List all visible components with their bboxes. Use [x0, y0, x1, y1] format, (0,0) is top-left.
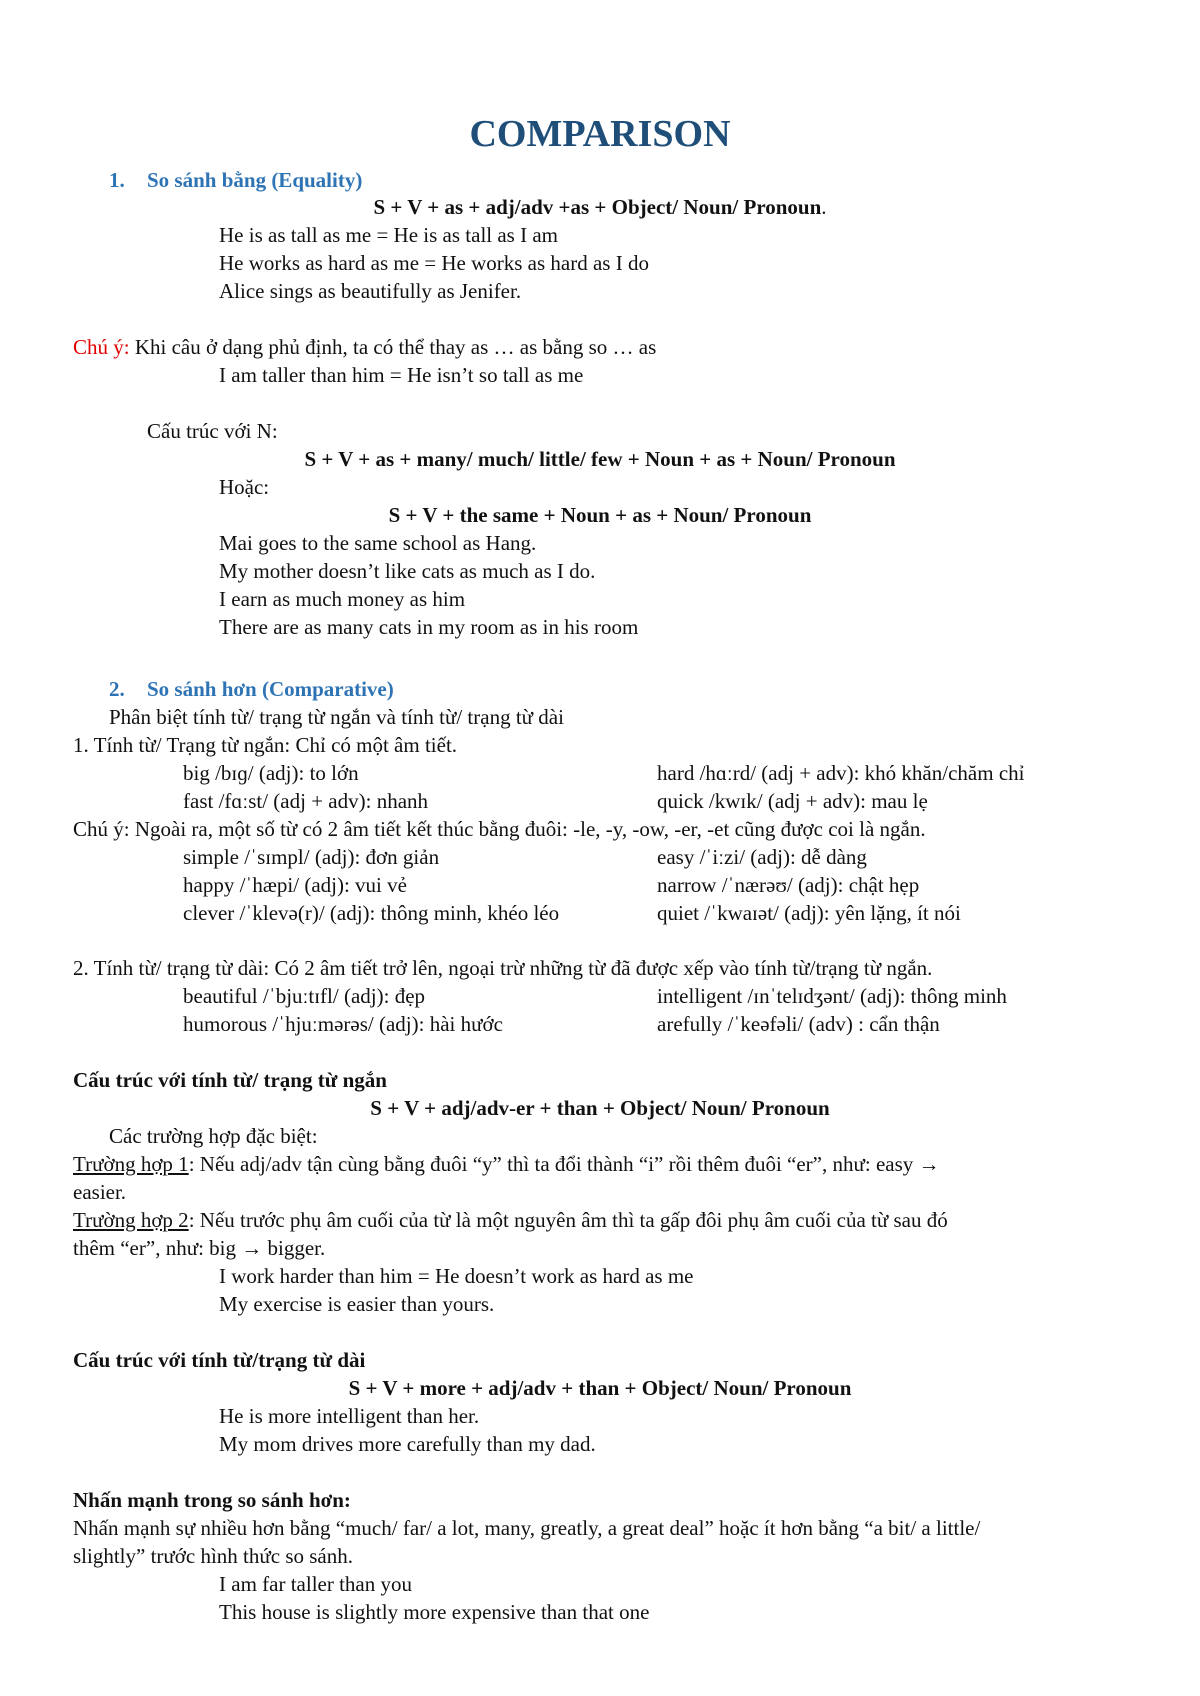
equality-example-2: He works as hard as me = He works as hard as I do [219, 251, 649, 275]
short-word-big: big /bɪɡ/ (adj): to lớn [183, 761, 359, 785]
or-label: Hoặc: [219, 475, 270, 499]
short-structure-title: Cấu trúc với tính từ/ trạng từ ngắn [73, 1068, 387, 1092]
equality-formula: S + V + as + adj/adv +as + Object/ Noun/ Pronoun. [373, 195, 827, 219]
short-example-2: My exercise is easier than yours. [219, 1292, 495, 1316]
special-case-1: Trường hợp 1: Nếu adj/adv tận cùng bằng đuôi “y” thì ta đổi thành “i” rồi thêm đuôi “er”, như: easy → [73, 1152, 940, 1176]
noun-formula: S + V + as + many/ much/ little/ few + Noun + as + Noun/ Pronoun [304, 447, 896, 471]
long-word-beautiful: beautiful /ˈbjuːtɪfl/ (adj): đẹp [183, 984, 426, 1008]
two-syll-clever: clever /ˈklevə(r)/ (adj): thông minh, khéo léo [183, 901, 560, 925]
noun-example-2: My mother doesn’t like cats as much as I do. [219, 559, 596, 583]
two-syll-simple: simple /ˈsɪmpl/ (adj): đơn giản [183, 845, 440, 869]
long-word-intelligent: intelligent /ɪnˈtelɪdʒənt/ (adj): thông minh [657, 984, 1007, 1008]
two-syll-narrow: narrow /ˈnærəʊ/ (adj): chật hẹp [657, 873, 920, 897]
section2-intro: Phân biệt tính từ/ trạng từ ngắn và tính từ/ trạng từ dài [109, 705, 564, 729]
long-word-carefully: arefully /ˈkeəfəli/ (adv) : cẩn thận [657, 1012, 940, 1036]
noun-example-1: Mai goes to the same school as Hang. [219, 531, 537, 555]
short-adj-title: 1. Tính từ/ Trạng từ ngắn: Chỉ có một âm tiết. [73, 733, 458, 757]
emphasis-example-2: This house is slightly more expensive than that one [219, 1600, 650, 1624]
short-example-1: I work harder than him = He doesn’t work as hard as me [219, 1264, 694, 1288]
special-case-2-cont: thêm “er”, như: big → bigger. [73, 1236, 326, 1260]
equality-example-1: He is as tall as me = He is as tall as I am [219, 223, 559, 247]
note-example: I am taller than him = He isn’t so tall as me [219, 363, 584, 387]
emphasis-title: Nhấn mạnh trong so sánh hơn: [73, 1488, 351, 1512]
short-word-fast: fast /fɑːst/ (adj + adv): nhanh [183, 789, 429, 813]
page-title: COMPARISON [469, 113, 731, 155]
long-example-1: He is more intelligent than her. [219, 1404, 480, 1428]
noun-structure-intro: Cấu trúc với N: [147, 419, 278, 443]
equality-example-3: Alice sings as beautifully as Jenifer. [219, 279, 522, 303]
long-structure-formula: S + V + more + adj/adv + than + Object/ Noun/ Pronoun [348, 1376, 852, 1400]
noun-example-4: There are as many cats in my room as in his room [219, 615, 639, 639]
two-syll-quiet: quiet /ˈkwaɪət/ (adj): yên lặng, ít nói [657, 901, 961, 925]
emphasis-text-1: Nhấn mạnh sự nhiều hơn bằng “much/ far/ a lot, many, greatly, a great deal” hoặc ít hơn bằng “a bit/ a little/ [73, 1516, 981, 1540]
same-formula: S + V + the same + Noun + as + Noun/ Pronoun [388, 503, 812, 527]
emphasis-example-1: I am far taller than you [219, 1572, 412, 1596]
two-syll-happy: happy /ˈhæpi/ (adj): vui vẻ [183, 873, 407, 897]
note-line: Chú ý: Khi câu ở dạng phủ định, ta có thể thay as … as bằng so … as [73, 335, 657, 359]
long-adj-title: 2. Tính từ/ trạng từ dài: Có 2 âm tiết trở lên, ngoại trừ những từ đã được xếp vào tính từ/trạng từ ngắn. [73, 956, 933, 980]
long-word-humorous: humorous /ˈhjuːmərəs/ (adj): hài hước [183, 1012, 503, 1036]
special-case-1-cont: easier. [73, 1180, 127, 1204]
noun-example-3: I earn as much money as him [219, 587, 466, 611]
two-syll-easy: easy /ˈiːzi/ (adj): dễ dàng [657, 845, 867, 869]
section1-heading: So sánh bằng (Equality) [147, 168, 363, 192]
short-word-hard: hard /hɑːrd/ (adj + adv): khó khăn/chăm chỉ [657, 761, 1025, 785]
special-case-2: Trường hợp 2: Nếu trước phụ âm cuối của từ là một nguyên âm thì ta gấp đôi phụ âm cuối của từ sau đó [73, 1208, 948, 1232]
special-cases-intro: Các trường hợp đặc biệt: [109, 1124, 318, 1148]
short-word-quick: quick /kwɪk/ (adj + adv): mau lẹ [657, 789, 928, 813]
note-label: Chú ý: [73, 335, 130, 359]
section2-heading: So sánh hơn (Comparative) [147, 677, 394, 701]
short-structure-formula: S + V + adj/adv-er + than + Object/ Noun/ Pronoun [370, 1096, 830, 1120]
emphasis-text-2: slightly” trước hình thức so sánh. [73, 1544, 354, 1568]
short-adj-note: Chú ý: Ngoài ra, một số từ có 2 âm tiết kết thúc bằng đuôi: -le, -y, -ow, -er, -et cũng được coi là ngắn. [73, 817, 926, 841]
long-structure-title: Cấu trúc với tính từ/trạng từ dài [73, 1348, 366, 1372]
long-example-2: My mom drives more carefully than my dad. [219, 1432, 596, 1456]
section1-number: 1. [109, 168, 125, 192]
section2-number: 2. [109, 677, 125, 701]
